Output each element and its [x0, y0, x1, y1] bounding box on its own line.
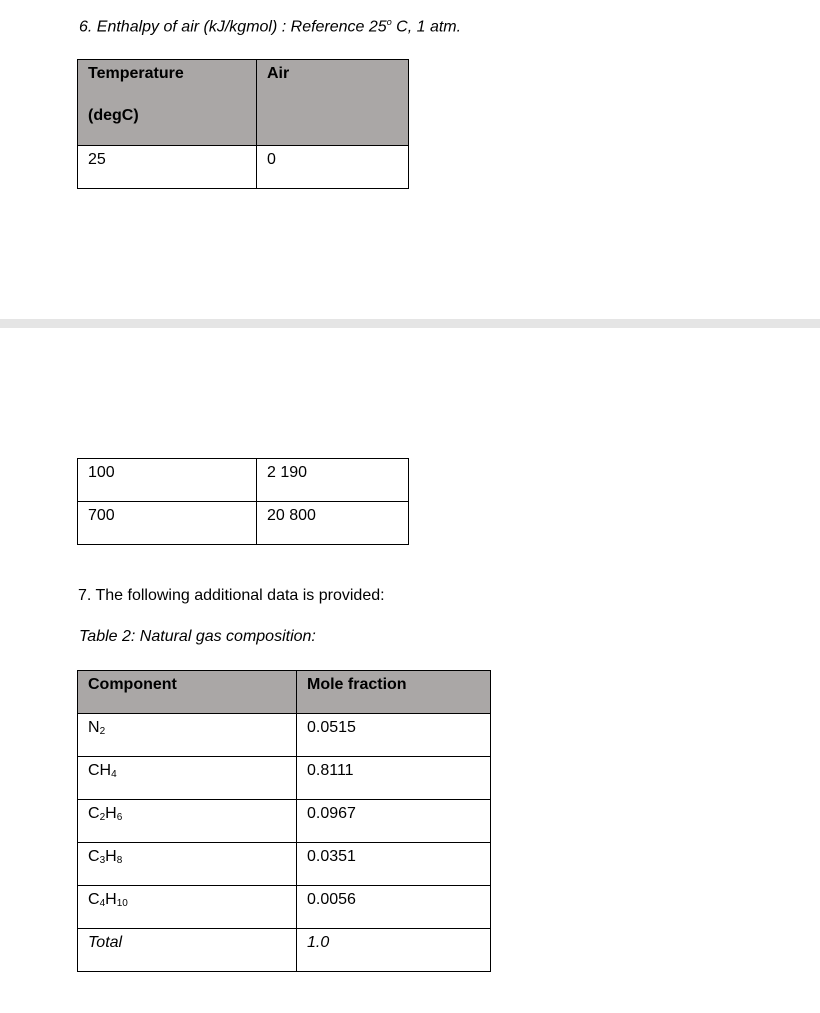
temperature-cell: 700 [78, 502, 257, 545]
table-2-caption: Table 2: Natural gas composition: [79, 628, 316, 645]
header-temperature-unit: (degC) [88, 107, 139, 124]
component-cell [78, 800, 297, 843]
total-row [78, 929, 491, 972]
table-row [78, 146, 409, 189]
component-formula: $CH_4$ [88, 762, 117, 780]
header-temperature-line1: Temperature [88, 65, 184, 82]
section-6-heading-prefix: 6. Enthalpy of air (kJ/kgmol) : Reference 25 [79, 18, 387, 36]
header-temperature [78, 60, 257, 146]
total-value: 1.0 [297, 929, 491, 972]
mole-fraction-cell: 0.0056 [297, 886, 491, 929]
table-row [78, 757, 491, 800]
air-enthalpy-cell: 0 [257, 146, 409, 189]
component-formula: $C_2H_6$ [88, 805, 123, 823]
header-mole-fraction: Mole fraction [297, 671, 491, 714]
air-enthalpy-cell: 20 800 [257, 502, 409, 545]
enthalpy-header-row [78, 60, 409, 146]
table-row [78, 502, 409, 545]
component-cell [78, 886, 297, 929]
mole-fraction-cell: 0.0515 [297, 714, 491, 757]
air-enthalpy-cell: 2 190 [257, 459, 409, 502]
mole-fraction-cell: 0.8111 [297, 757, 491, 800]
table-row [78, 714, 491, 757]
component-cell [78, 843, 297, 886]
page-divider [0, 319, 820, 328]
component-formula: $C_4H_{10}$ [88, 891, 128, 909]
table-row [78, 800, 491, 843]
enthalpy-table-part-1 [77, 59, 409, 189]
component-formula: $C_3H_8$ [88, 848, 123, 866]
composition-table [77, 670, 491, 972]
composition-header-row [78, 671, 491, 714]
header-component: Component [78, 671, 297, 714]
table-row [78, 459, 409, 502]
temperature-cell: 100 [78, 459, 257, 502]
mole-fraction-cell: 0.0351 [297, 843, 491, 886]
component-cell [78, 757, 297, 800]
total-label: Total [78, 929, 297, 972]
enthalpy-table-part-2 [77, 458, 409, 545]
component-formula: $N_2$ [88, 719, 106, 737]
degree-symbol: o [386, 17, 392, 27]
temperature-cell: 25 [78, 146, 257, 189]
table-row [78, 843, 491, 886]
section-6-heading-suffix: C, 1 atm. [391, 18, 462, 36]
section-7-intro: 7. The following additional data is provided: [78, 587, 385, 604]
section-6-heading [79, 17, 461, 36]
table-row [78, 886, 491, 929]
component-cell [78, 714, 297, 757]
header-air: Air [257, 60, 409, 146]
mole-fraction-cell: 0.0967 [297, 800, 491, 843]
